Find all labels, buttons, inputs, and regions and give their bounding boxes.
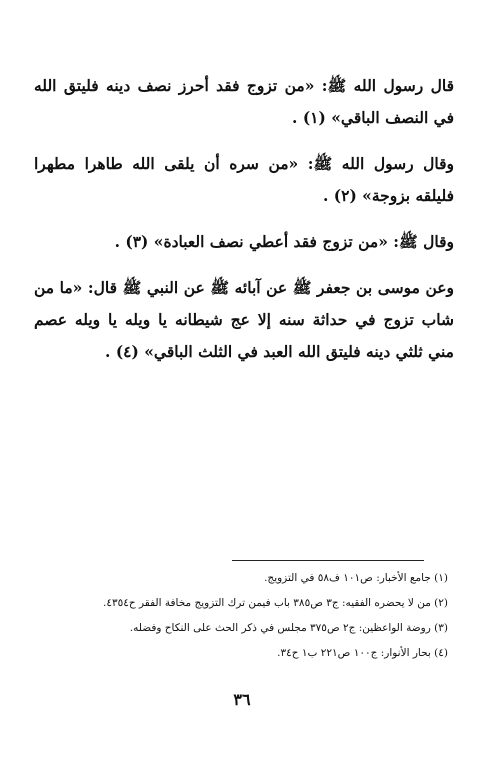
paragraph-2: وقال رسول الله ﷺ: «من سره أن يلقى الله طاهرا مطهرا فليلقه بزوجة» (٢) .	[34, 154, 454, 205]
footnote-2: (٢) من لا يحضره الفقيه: ج٣ ص٣٨٥ باب فيمن ترك التزويج مخافة الفقر ح٤٣٥٤.	[102, 597, 448, 609]
footnote-divider	[232, 560, 424, 561]
footnote-3: (٣) روضة الواعظين: ج٢ ص٣٧٥ مجلس في ذكر الحث على النكاح وفضله.	[129, 622, 448, 634]
paragraph-4: وعن موسى بن جعفر ﷺ عن آبائه ﷺ عن النبي ﷺ قال: «ما من شاب تزوج في حداثة سنه إلا عج شيطانه يا ويله يا ويله عصم مني ثلثي دينه فليتق الله العبد في الثلث الباقي» (٤) .	[34, 278, 454, 361]
paragraph-3: وقال ﷺ: «من تزوج فقد أعطي نصف العبادة» (٣) .	[114, 232, 454, 251]
footnote-1: (١) جامع الأخبار: ص١٠١ ف٥٨ في التزويج.	[264, 572, 448, 584]
body-text	[34, 70, 454, 368]
footnote-4: (٤) بحار الأنوار: ج١٠٠ ص٢٢١ ب١ ح٣٤.	[277, 647, 448, 659]
footnotes	[34, 566, 448, 666]
paragraph-1: قال رسول الله ﷺ: «من تزوج فقد أحرز نصف دينه فليتق الله في النصف الباقي» (١) .	[34, 76, 454, 127]
page-number: ٣٦	[233, 690, 251, 709]
